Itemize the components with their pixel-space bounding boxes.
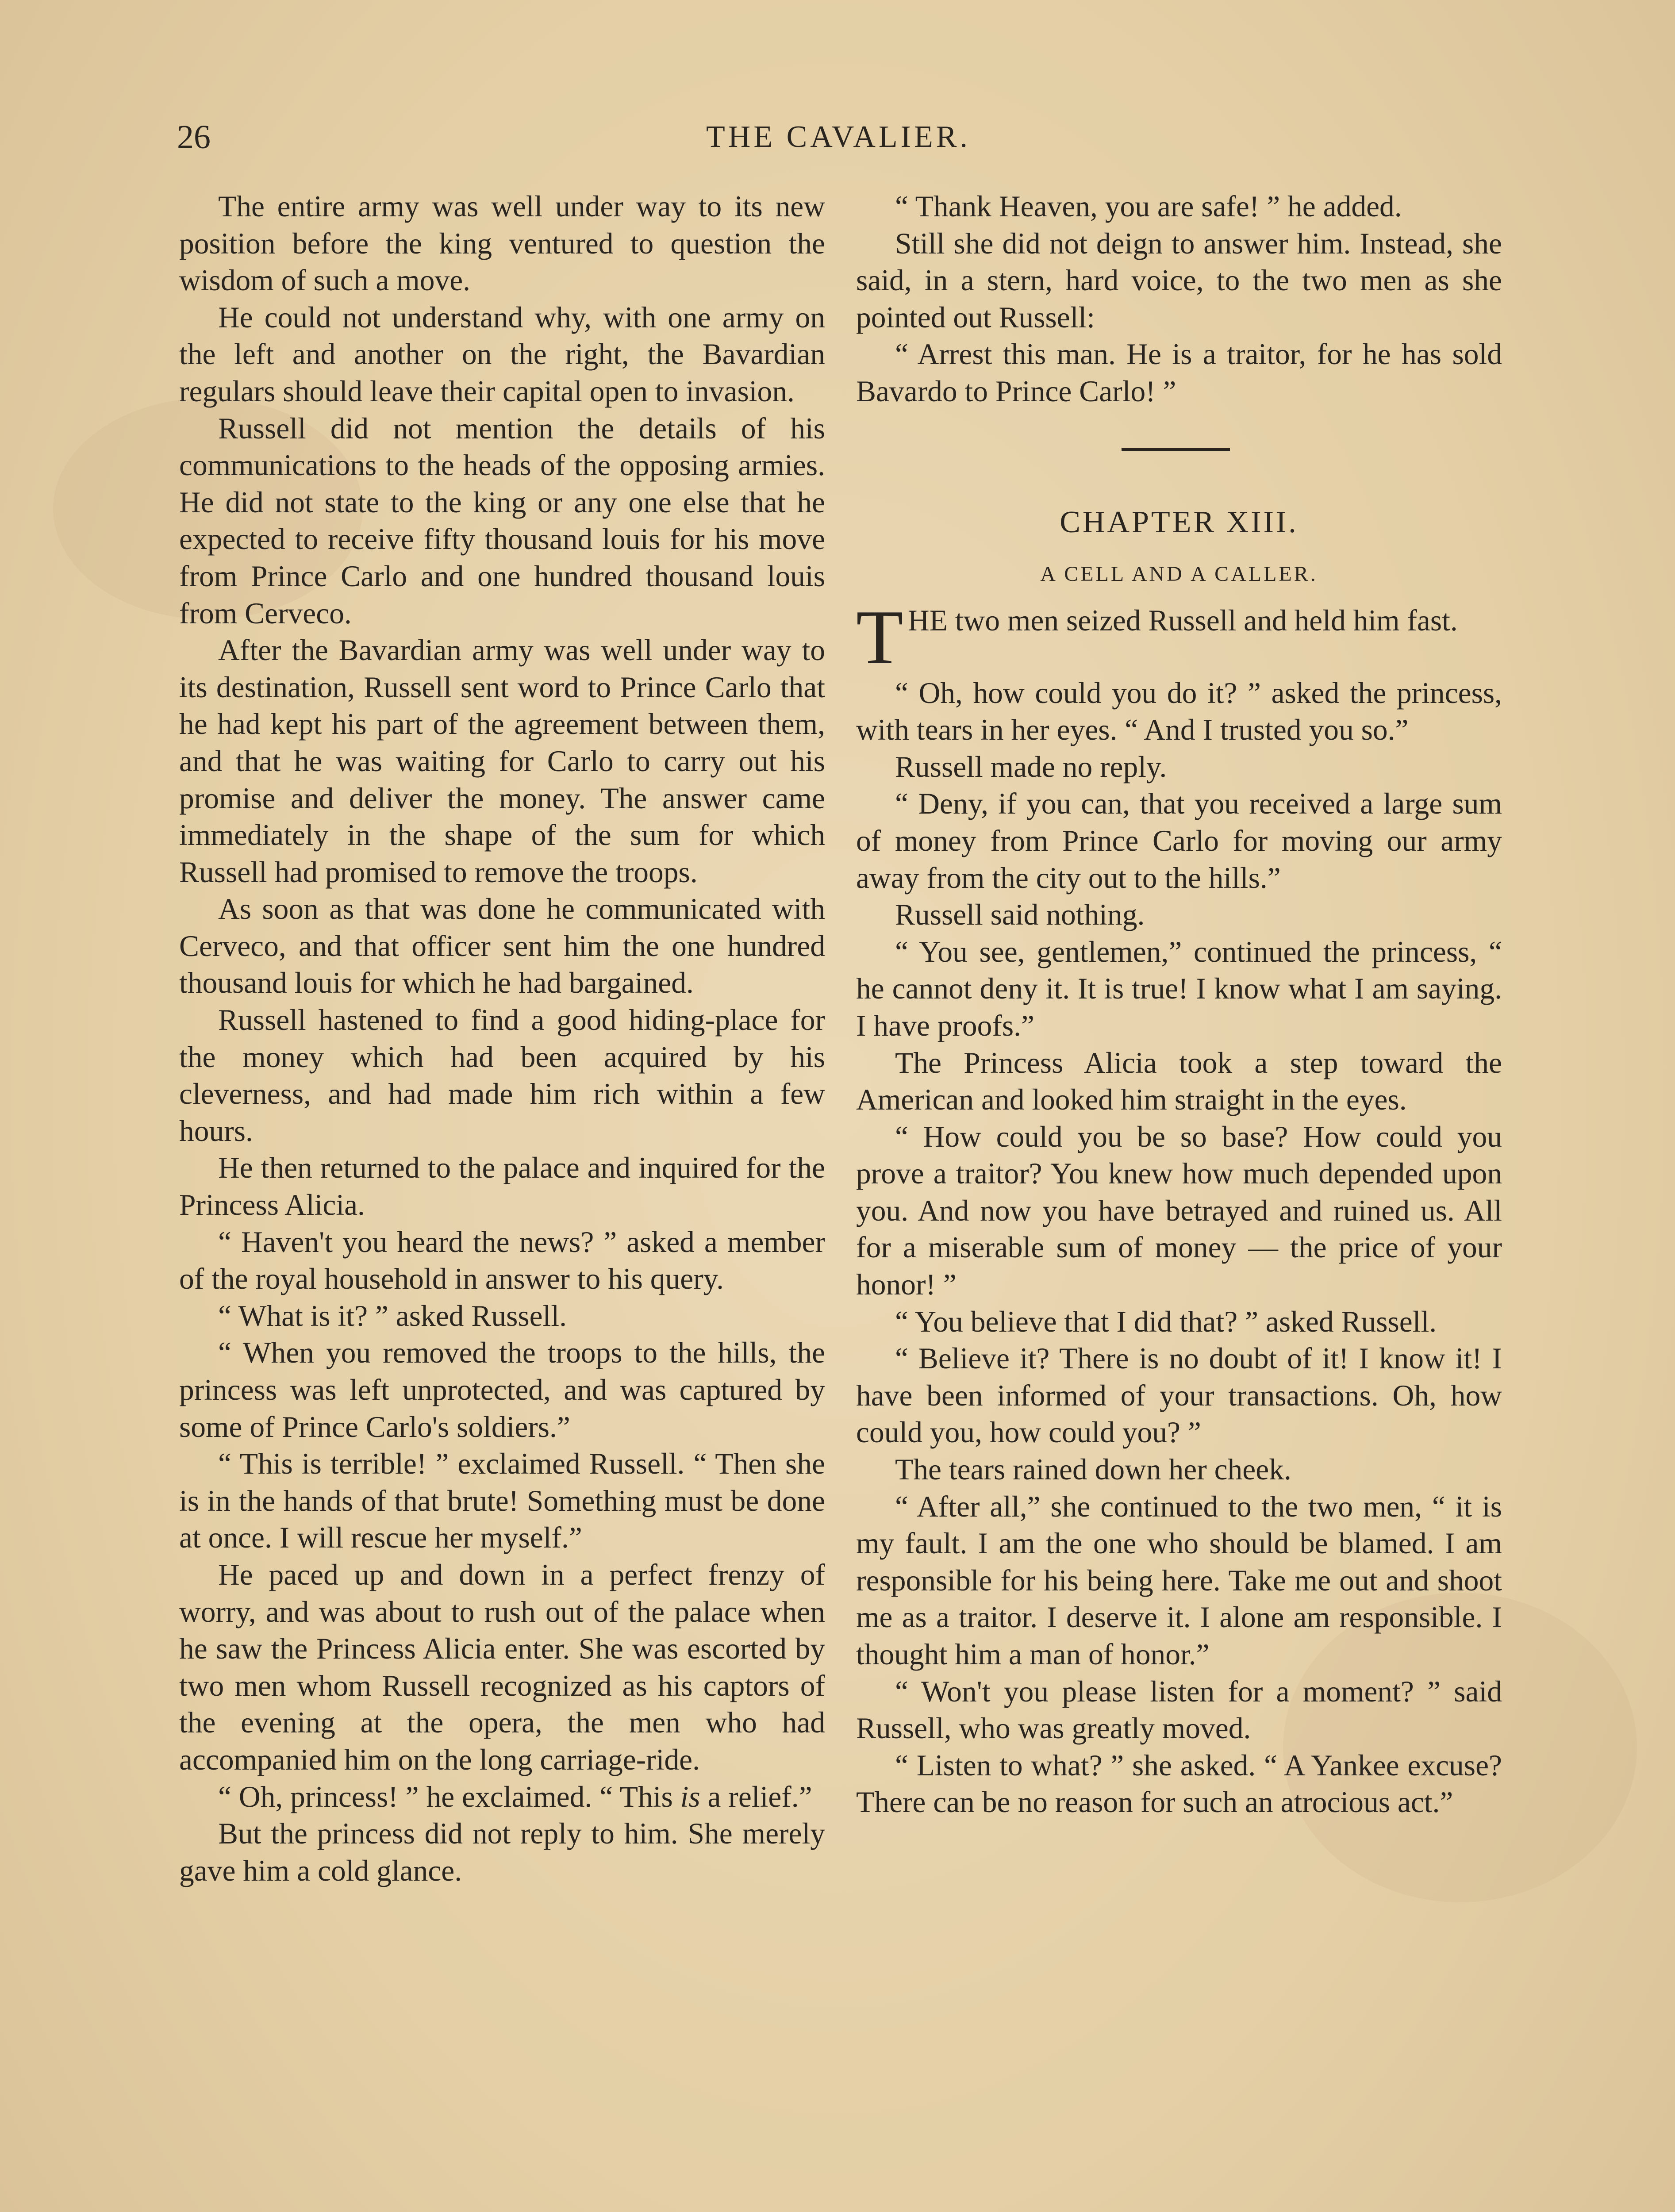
right-column — [856, 188, 1502, 1821]
paragraph: “ What is it? ” asked Russell. — [218, 1299, 567, 1333]
chapter-subtitle: A CELL AND A CALLER. — [1040, 562, 1318, 586]
paragraph: “ You believe that I did that? ” asked Russell. — [895, 1305, 1437, 1338]
running-title: THE CAVALIER. — [706, 120, 971, 154]
paragraph: Russell did not mention the details of his communications to the heads of the opposing armies. He did not state to the king or any one else that he expected to receive fifty thousand louis for his move from Prince Carlo and one hundred thousand louis from Cerveco. — [179, 411, 825, 630]
paragraph: The Princess Alicia took a step toward the American and looked him straight in the eyes. — [856, 1046, 1502, 1117]
paragraph: As soon as that was done he communicated with Cerveco, and that officer sent him the one hundred thousand louis for which he had bargained. — [179, 892, 825, 1000]
paragraph: Russell said nothing. — [895, 898, 1145, 932]
paragraph: The entire army was well under way to its new position before the king ventured to question the wisdom of such a move. — [179, 190, 825, 297]
paragraph: “ Oh, how could you do it? ” asked the princess, with tears in her eyes. “ And I trusted you so.” — [856, 676, 1502, 747]
paragraph: “ Thank Heaven, you are safe! ” he added. — [895, 190, 1402, 223]
page-number: 26 — [177, 119, 211, 156]
text-run: “ Oh, princess! ” he exclaimed. “ This — [218, 1780, 680, 1813]
paragraph: He could not understand why, with one army on the left and another on the right, the Bavardian regulars should leave their capital open to invasion. — [179, 300, 825, 408]
chapter-opening-paragraph — [856, 594, 1502, 680]
paragraph: “ Deny, if you can, that you received a large sum of money from Prince Carlo for moving our army away from the city out to the hills.” — [856, 787, 1502, 895]
paragraph — [179, 1778, 825, 1816]
paragraph: “ Haven't you heard the news? ” asked a member of the royal household in answer to his query. — [179, 1225, 825, 1296]
paragraph: “ When you removed the troops to the hills, the princess was left unprotected, and was captured by some of Prince Carlo's soldiers.” — [179, 1336, 825, 1444]
paragraph: “ Believe it? There is no doubt of it! I know it! I have been informed of your transactions. Oh, how could you, how could you? ” — [856, 1342, 1502, 1449]
paragraph: After the Bavardian army was well under way to its destination, Russell sent word to Prince Carlo that he had kept his part of the agreement between them, and that he was waiting for Carlo to carry out his promise and deliver the money. The answer came immediately in the shape of the sum for which Russell had promised to remove the troops. — [179, 634, 825, 889]
text-run: HE two men seized Russell and held him fast. — [907, 603, 1458, 637]
paragraph: He then returned to the palace and inquired for the Princess Alicia. — [179, 1151, 825, 1222]
left-column — [179, 188, 825, 1889]
emphasis-text: is — [680, 1780, 700, 1813]
chapter-separator — [856, 410, 1502, 503]
paragraph: “ Won't you please listen for a moment? ” said Russell, who was greatly moved. — [856, 1674, 1502, 1745]
drop-cap: T — [856, 594, 903, 680]
paragraph: The tears rained down her cheek. — [895, 1453, 1291, 1486]
paragraph: He paced up and down in a perfect frenzy of worry, and was about to rush out of the palace when he saw the Princess Alicia enter. She was escorted by two men whom Russell recognized as his captors of the evening at the opera, the men who had accompanied him on the long carriage-ride. — [179, 1558, 825, 1776]
paragraph: “ Arrest this man. He is a traitor, for he has sold Bavardo to Prince Carlo! ” — [856, 338, 1502, 408]
page-header — [177, 113, 1500, 161]
paragraph: Russell hastened to find a good hiding-place for the money which had been acquired by his cleverness, and had made him rich within a few hours. — [179, 1003, 825, 1148]
paragraph: “ You see, gentlemen,” continued the princess, “ he cannot deny it. It is true! I know what I am saying. I have proofs.” — [856, 935, 1502, 1042]
paragraph: “ This is terrible! ” exclaimed Russell. “ Then she is in the hands of that brute! Something must be done at once. I will rescue her myself.” — [179, 1447, 825, 1555]
paragraph: Still she did not deign to answer him. Instead, she said, in a stern, hard voice, to the two men as she pointed out Russell: — [856, 227, 1502, 334]
paragraph: “ Listen to what? ” she asked. “ A Yankee excuse? There can be no reason for such an atrocious act.” — [856, 1748, 1502, 1819]
text-run: a relief.” — [700, 1780, 812, 1813]
paragraph: “ How could you be so base? How could you prove a traitor? You knew how much depended upon you. And now you have betrayed and ruined us. All for a miserable sum of money — the price of your honor! ” — [856, 1120, 1502, 1302]
paragraph: “ After all,” she continued to the two men, “ it is my fault. I am the one who should be blamed. I am responsible for his being here. Take me out and shoot me as a traitor. I deserve it. I alone am responsible. I thought him a man of honor.” — [856, 1490, 1502, 1671]
paragraph: Russell made no reply. — [895, 750, 1167, 783]
horizontal-rule — [1122, 448, 1230, 451]
paragraph: But the princess did not reply to him. She merely gave him a cold glance. — [179, 1817, 825, 1887]
chapter-title: CHAPTER XIII. — [1060, 505, 1299, 539]
